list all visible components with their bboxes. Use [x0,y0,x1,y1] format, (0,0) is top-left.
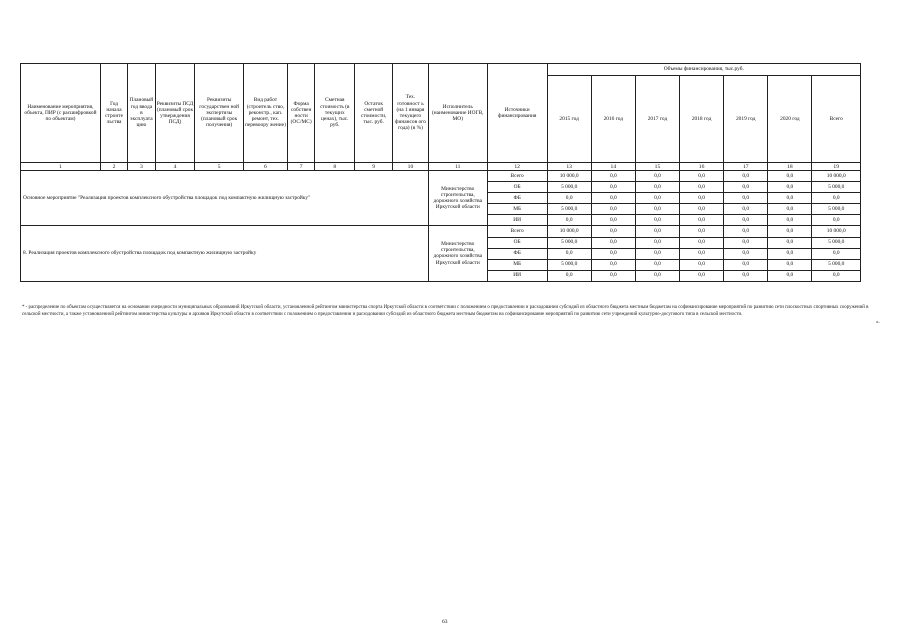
value-cell: 0,0 [768,226,812,237]
value-cell: 0,0 [724,259,768,270]
col-number: 5 [195,163,243,171]
source-cell: ФБ [487,193,547,204]
value-cell: 0,0 [547,193,591,204]
header-ownership: Форма собствен ности (ОС/МС) [287,64,314,163]
col-number: 15 [635,163,679,171]
col-number: 16 [680,163,724,171]
value-cell: 0,0 [680,237,724,248]
header-remaining-cost: Остаток сметной стоимости, тыс. руб. [355,64,393,163]
header-2019: 2019 год [724,76,768,163]
header-2016: 2016 год [591,76,635,163]
col-number: 3 [128,163,155,171]
value-cell: 0,0 [635,193,679,204]
header-2018: 2018 год [680,76,724,163]
header-work-type: Вид работ (строитель ство, реконстр., кап. ремонт, тех. перевоору жение) [243,64,287,163]
header-sources: Источники финансирования [487,64,547,163]
value-cell: 0,0 [547,215,591,226]
footnote: * - распределение по объектам осуществляется на основании очередности муниципальных образований Иркутской области, установленной рейтингом министерства спорта Иркутской области в соответствии с положением о предоставлении и расходовании субсидий из областного бюджета местным бюджетам на софинансирование мероприятий по развитию сети плоскостных спортивных сооружений в сельской местности, а также установленной рейтингом министерства культуры и архивов Иркутской области в соответствии с положением о предоставлении и расходовании субсидий из областного бюджета местным бюджетам на софинансирование мероприятий по развитию сети учреждений культурно-досугового типа в сельской местности. [22,305,869,317]
block2-executor: Министерство строительства, дорожного хозяйства Иркутской области [428,226,487,281]
col-number: 11 [428,163,487,171]
col-number: 2 [100,163,127,171]
value-cell: 5 000,0 [547,204,591,215]
value-cell: 0,0 [812,193,861,204]
source-cell: Всего [487,171,547,182]
block1-executor: Министерство строительства, дорожного хозяйства Иркутской области [428,171,487,226]
col-number: 1 [21,163,101,171]
value-cell: 0,0 [680,171,724,182]
value-cell: 0,0 [768,204,812,215]
table-row [21,226,861,237]
value-cell: 0,0 [680,259,724,270]
header-name: Наименование мероприятия, объекта, ПИР (с расшифровкой по объектам) [21,64,101,163]
value-cell: 10 000,0 [812,226,861,237]
value-cell: 0,0 [724,182,768,193]
col-number: 18 [768,163,812,171]
value-cell: 0,0 [812,248,861,259]
funding-table [20,63,861,282]
value-cell: 0,0 [680,193,724,204]
value-cell: 0,0 [724,237,768,248]
value-cell: 0,0 [591,171,635,182]
value-cell: 0,0 [635,204,679,215]
value-cell: 0,0 [591,226,635,237]
source-cell: ОБ [487,237,547,248]
value-cell: 0,0 [635,226,679,237]
value-cell: 10 000,0 [547,171,591,182]
value-cell: 0,0 [547,270,591,281]
value-cell: 0,0 [768,215,812,226]
value-cell: 5 000,0 [547,237,591,248]
value-cell: 0,0 [591,259,635,270]
value-cell: 0,0 [812,215,861,226]
block1-name: Основное мероприятие "Реализация проектов комплексного обустройства площадок под компактную жилищную застройку" [21,171,429,226]
value-cell: 0,0 [680,270,724,281]
col-number: 4 [155,163,195,171]
col-number: 7 [287,163,314,171]
value-cell: 0,0 [635,259,679,270]
value-cell: 0,0 [591,270,635,281]
value-cell: 0,0 [812,270,861,281]
block2-name: 8. Реализация проектов комплексного обустройства площадок под компактную жилищную застройку [21,226,429,281]
col-number: 10 [393,163,429,171]
value-cell: 0,0 [724,215,768,226]
value-cell: 0,0 [768,237,812,248]
table-row [21,171,861,182]
value-cell: 0,0 [768,259,812,270]
value-cell: 0,0 [768,182,812,193]
value-cell: 5 000,0 [812,259,861,270]
header-psd: Реквизиты ПСД (плановый срок утверждения ПСД) [155,64,195,163]
value-cell: 0,0 [547,248,591,259]
value-cell: 0,0 [635,182,679,193]
value-cell: 0,0 [724,171,768,182]
header-estimated-cost: Сметная стоимость (в текущих ценах), тыс. руб. [315,64,355,163]
trailing-mark: «. [876,320,880,325]
value-cell: 0,0 [591,193,635,204]
value-cell: 0,0 [768,171,812,182]
value-cell: 0,0 [591,182,635,193]
value-cell: 0,0 [768,270,812,281]
value-cell: 0,0 [680,226,724,237]
value-cell: 0,0 [724,270,768,281]
source-cell: ОБ [487,182,547,193]
value-cell: 0,0 [591,204,635,215]
value-cell: 5 000,0 [812,204,861,215]
value-cell: 0,0 [768,193,812,204]
col-number: 19 [812,163,861,171]
header-readiness: Тех. готовност ь (на 1 января текущего финансов ого года) (в %) [393,64,429,163]
value-cell: 0,0 [591,215,635,226]
value-cell: 0,0 [635,237,679,248]
value-cell: 0,0 [724,226,768,237]
value-cell: 10 000,0 [812,171,861,182]
source-cell: ИИ [487,270,547,281]
col-number: 14 [591,163,635,171]
value-cell: 0,0 [635,215,679,226]
source-cell: ФБ [487,248,547,259]
col-number: 12 [487,163,547,171]
value-cell: 5 000,0 [547,182,591,193]
value-cell: 0,0 [768,248,812,259]
value-cell: 5 000,0 [812,182,861,193]
header-executor: Исполнитель (наименование ИОГВ, МО) [428,64,487,163]
value-cell: 0,0 [635,270,679,281]
header-planned-year: Плановый год ввода в эксплуата цию [128,64,155,163]
col-number: 6 [243,163,287,171]
value-cell: 0,0 [591,248,635,259]
value-cell: 10 000,0 [547,226,591,237]
header-funding-group: Объемы финансирования, тыс.руб. [547,64,860,76]
value-cell: 0,0 [680,215,724,226]
column-number-row [21,163,861,171]
page-number: 63 [442,619,448,625]
col-number: 17 [724,163,768,171]
value-cell: 0,0 [680,182,724,193]
value-cell: 0,0 [724,193,768,204]
value-cell: 0,0 [724,204,768,215]
source-cell: МБ [487,259,547,270]
header-start-year: Год начала строите льства [100,64,127,163]
source-cell: МБ [487,204,547,215]
value-cell: 0,0 [635,171,679,182]
header-2017: 2017 год [635,76,679,163]
value-cell: 0,0 [635,248,679,259]
header-2015: 2015 год [547,76,591,163]
value-cell: 0,0 [724,248,768,259]
source-cell: Всего [487,226,547,237]
source-cell: ИИ [487,215,547,226]
header-total: Всего [812,76,861,163]
value-cell: 0,0 [680,248,724,259]
value-cell: 0,0 [680,204,724,215]
col-number: 8 [315,163,355,171]
col-number: 13 [547,163,591,171]
value-cell: 0,0 [591,237,635,248]
value-cell: 5 000,0 [812,237,861,248]
col-number: 9 [355,163,393,171]
header-2020: 2020 год [768,76,812,163]
header-expertise: Реквизиты государствен ной экспертизы (плановый срок получения) [195,64,243,163]
value-cell: 5 000,0 [547,259,591,270]
